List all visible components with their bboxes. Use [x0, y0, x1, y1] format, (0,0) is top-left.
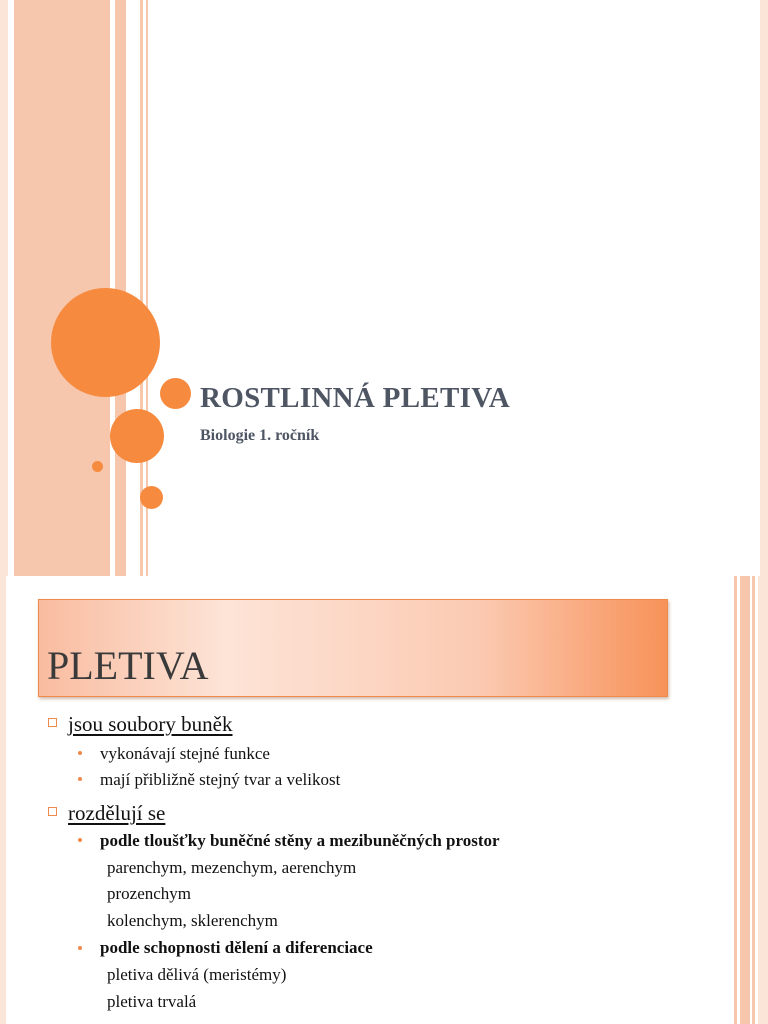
- decor-stripe: [115, 0, 126, 576]
- decor-stripe: [734, 576, 737, 1024]
- decor-stripe: [760, 0, 768, 576]
- list-item: podle tloušťky buněčné stěny a mezibuněčných prostor: [100, 831, 500, 850]
- slide-subtitle: Biologie 1. ročník: [200, 427, 320, 444]
- square-bullet-icon: [48, 718, 57, 727]
- dot-bullet-icon: [78, 777, 82, 781]
- square-bullet-icon: [48, 807, 57, 816]
- decor-circle: [51, 288, 160, 397]
- decor-circle: [92, 461, 103, 472]
- list-subline: pletiva dělivá (meristémy): [107, 965, 287, 984]
- section-heading: jsou soubory buněk: [68, 712, 233, 736]
- dot-bullet-icon: [78, 946, 82, 950]
- list-subline: pletiva trvalá: [107, 992, 197, 1011]
- content-slide: [0, 576, 768, 1024]
- decor-stripe: [0, 576, 6, 1024]
- list-subline: parenchym, mezenchym, aerenchym: [107, 858, 357, 877]
- decor-circle: [160, 378, 191, 409]
- slide-title: ROSTLINNÁ PLETIVA: [200, 382, 510, 414]
- list-item: vykonávají stejné funkce: [100, 744, 270, 763]
- decor-stripe: [758, 576, 768, 1024]
- dot-bullet-icon: [78, 838, 82, 842]
- decor-circle: [110, 409, 164, 463]
- dot-bullet-icon: [78, 751, 82, 755]
- decor-stripe: [740, 576, 750, 1024]
- list-subline: prozenchym: [107, 884, 192, 903]
- decor-circle: [140, 486, 163, 509]
- list-item: mají přibližně stejný tvar a velikost: [100, 770, 341, 789]
- decor-stripe: [126, 0, 140, 576]
- section-heading: rozdělují se: [68, 801, 166, 825]
- list-subline: kolenchym, sklerenchym: [107, 911, 278, 930]
- list-item: podle schopnosti dělení a diferenciace: [100, 938, 373, 957]
- decor-stripe: [752, 576, 755, 1024]
- title-banner: [38, 599, 668, 697]
- decor-stripe: [0, 0, 8, 576]
- slide-title: PLETIVA: [47, 643, 209, 688]
